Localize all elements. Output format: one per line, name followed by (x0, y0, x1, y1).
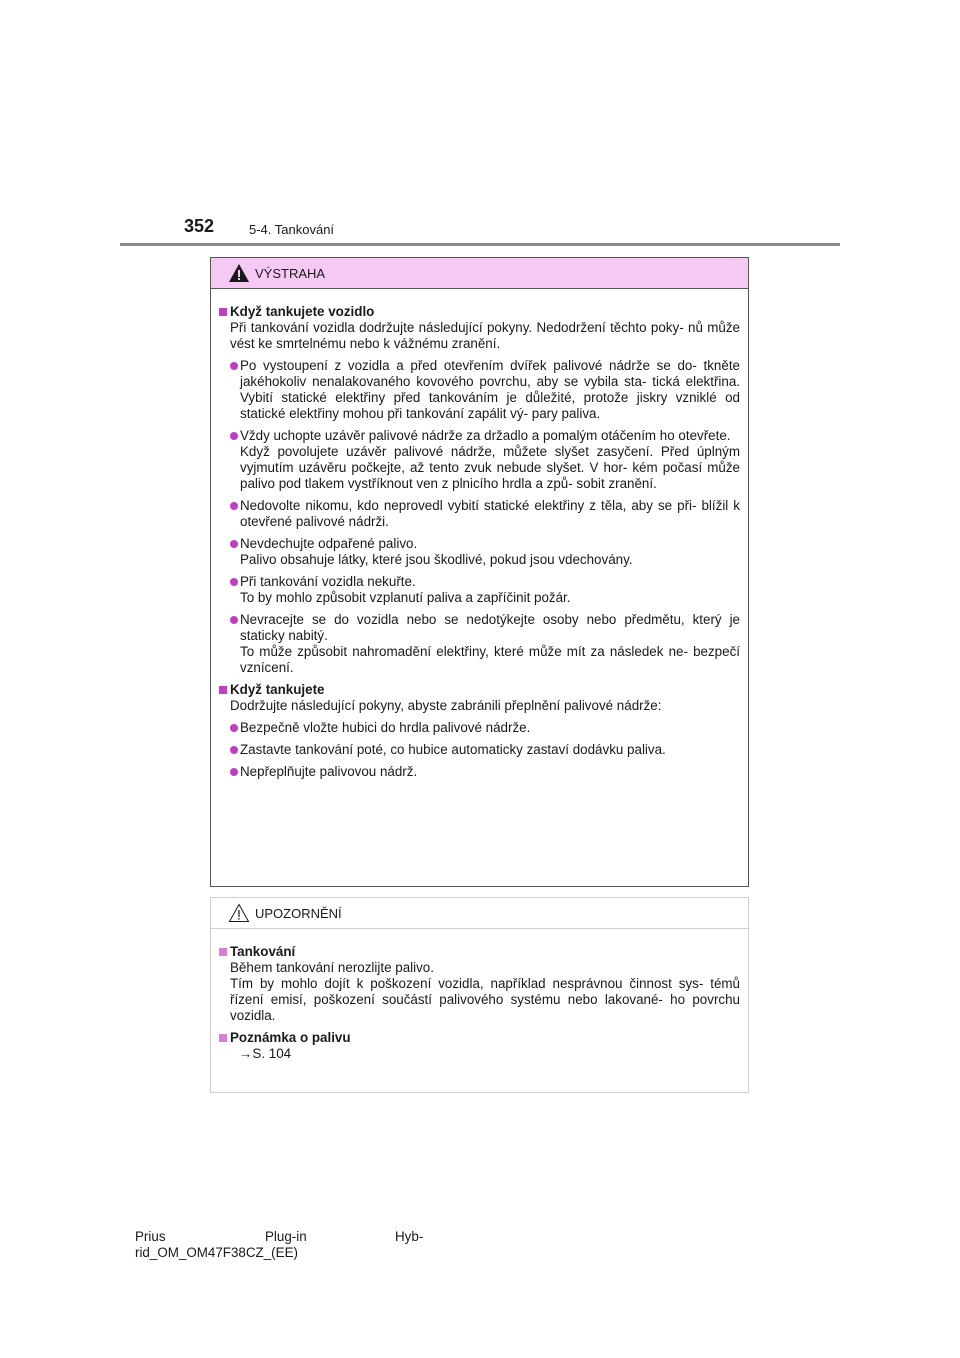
caution-header (211, 898, 748, 929)
warning-title: VÝSTRAHA (255, 266, 326, 281)
footer-type: Hyb- (395, 1229, 424, 1244)
circle-bullet-icon (230, 362, 238, 370)
warning-header (211, 258, 748, 289)
footer-variant: Plug-in (265, 1229, 307, 1244)
circle-bullet-icon (230, 540, 238, 548)
list-item: Nevdechujte odpařené palivo. Palivo obsahuje látky, které jsou škodlivé, pokud jsou vdechovány. (219, 536, 740, 568)
list-item: Nevracejte se do vozidla nebo se nedotýkejte osoby nebo předmětu, který je staticky nabitý. To může způsobit nahromadění elektřiny, které může mít za následek ne- bezpečí vznícení. (219, 612, 740, 676)
caution-box (210, 897, 749, 1093)
page-number: 352 (184, 216, 215, 236)
footer-document-code: rid_OM_OM47F38CZ_(EE) (135, 1245, 298, 1260)
section-heading: Poznámka o palivu (219, 1030, 740, 1046)
paragraph: Během tankování nerozlijte palivo. (230, 960, 434, 975)
section-heading: Když tankujete (219, 682, 740, 698)
square-bullet-icon (219, 686, 227, 694)
warning-box (210, 257, 749, 887)
list-item: Po vystoupení z vozidla a před otevřením dvířek palivové nádrže se do- tkněte jakéhokoliv nenalakovaného kovového povrchu, aby se vybila sta- tická elektřina. Vybití statické elektřiny před tankováním je důležité, protože jiskry vzniklé od statické elektřiny mohou při tankování zapálit vý- pary paliva. (219, 358, 740, 422)
warning-body (211, 289, 748, 780)
square-bullet-icon (219, 308, 227, 316)
list-item: Zastavte tankování poté, co hubice automaticky zastaví dodávku paliva. (219, 742, 740, 758)
circle-bullet-icon (230, 502, 238, 510)
square-bullet-icon (219, 1034, 227, 1042)
circle-bullet-icon (230, 432, 238, 440)
square-bullet-icon (219, 948, 227, 956)
list-item: Nepřeplňujte palivovou nádrž. (219, 764, 740, 780)
paragraph: Tím by mohlo dojít k poškození vozidla, například nesprávnou činnost sys- témů řízení emisí, poškození součástí palivového systému nebo lakované- ho povrchu vozidla. (230, 976, 740, 1023)
circle-bullet-icon (230, 578, 238, 586)
warning-triangle-icon (228, 263, 250, 283)
section-title: 5-4. Tankování (249, 222, 335, 237)
list-item: Při tankování vozidla nekuřte. To by mohlo způsobit vzplanutí paliva a zapříčinit požár. (219, 574, 740, 606)
caution-body (211, 929, 748, 1062)
header-rule (120, 243, 840, 246)
circle-bullet-icon (230, 616, 238, 624)
section-heading: Tankování (219, 944, 740, 960)
paragraph: Dodržujte následující pokyny, abyste zabránili přeplnění palivové nádrže: (230, 698, 662, 713)
list-item: Nedovolte nikomu, kdo neprovedl vybití statické elektřiny z těla, aby se při- blížil k otevřené palivové nádrži. (219, 498, 740, 530)
list-item: Vždy uchopte uzávěr palivové nádrže za držadlo a pomalým otáčením ho otevřete. Když povolujete uzávěr palivové nádrže, můžete slyšet zasyčení. Před úplným vyjmutím uzávěru počkejte, až tento zvuk nebude slyšet. V hor- kém počasí může palivo pod tlakem vystříknout ven z plnicího hrdla a způ- sobit zranění. (219, 428, 740, 492)
footer-model: Prius (135, 1229, 166, 1244)
circle-bullet-icon (230, 768, 238, 776)
page-reference: →S. 104 (239, 1046, 292, 1061)
caution-title: UPOZORNĚNÍ (255, 906, 342, 921)
footer (135, 1229, 423, 1261)
circle-bullet-icon (230, 724, 238, 732)
circle-bullet-icon (230, 746, 238, 754)
list-item: Bezpečně vložte hubici do hrdla palivové nádrže. (219, 720, 740, 736)
paragraph: Při tankování vozidla dodržujte následující pokyny. Nedodržení těchto poky- nů může vést ke smrtelnému nebo k vážnému zranění. (230, 320, 740, 351)
section-heading: Když tankujete vozidlo (219, 304, 740, 320)
caution-triangle-icon (228, 903, 250, 923)
